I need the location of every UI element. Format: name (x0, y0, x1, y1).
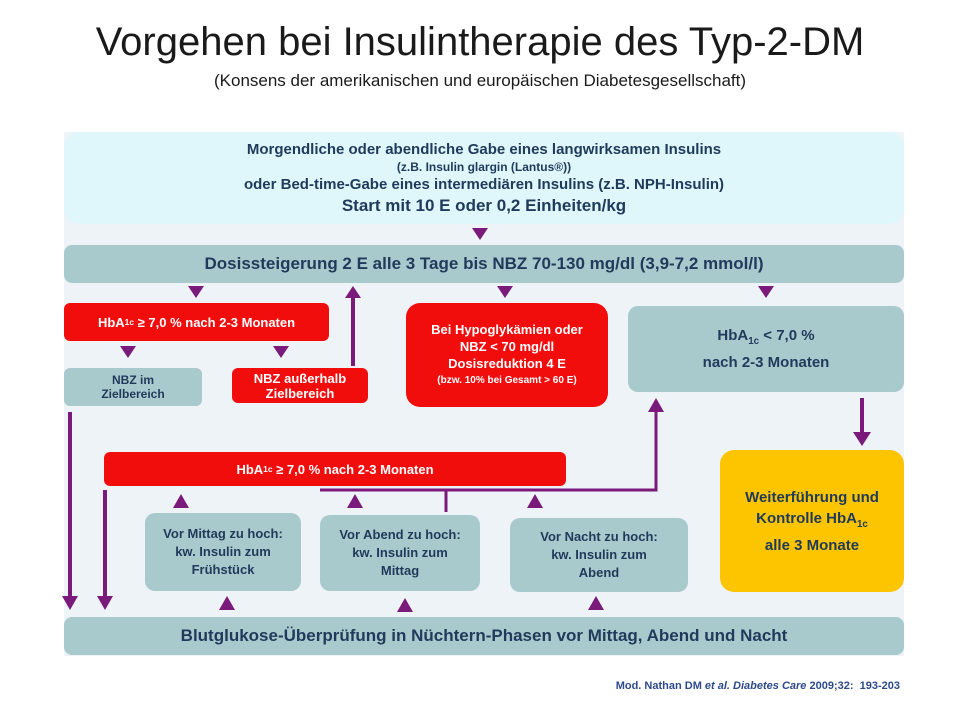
midday-line-3: Frühstück (191, 562, 255, 577)
hba1c-high-1-suffix: ≥ 7,0 % nach 2-3 Monaten (134, 314, 296, 330)
source-suffix: 2009;32: 193-203 (806, 680, 900, 692)
night-line-3: Abend (578, 565, 620, 580)
continue-line-3: alle 3 Monate (764, 536, 860, 554)
midday-line-1: Vor Mittag zu hoch: (163, 526, 283, 541)
source-journal: et al. Diabetes Care (704, 680, 807, 692)
arrow-left-long-2-head (97, 596, 113, 610)
evening-line-1: Vor Abend zu hoch: (339, 527, 461, 542)
arrow-low-to-continue-head (853, 432, 871, 446)
start-line-2: (z.B. Insulin glargin (Lantus®)) (396, 159, 572, 174)
start-line-3: oder Bed-time-Gabe eines intermediären Insulins (z.B. NPH-Insulin) (243, 175, 725, 193)
arrow-hba1c-high-to-out-range (273, 346, 289, 358)
arrow-midday-up (173, 494, 189, 508)
hba1c-high-2-sub: 1c (263, 464, 273, 474)
continue-line-2-sub: 1c (856, 518, 868, 530)
continue-line-2-prefix: Kontrolle HbA (756, 509, 857, 527)
hypo-line-4: (bzw. 10% bei Gesamt > 60 E) (437, 375, 577, 386)
start-line-4: Start mit 10 E oder 0,2 Einheiten/kg (341, 195, 627, 215)
hba1c-high-1-prefix: HbA (97, 314, 125, 330)
arrow-dose-to-hba1c-low (758, 286, 774, 298)
start-line-1: Morgendliche oder abendliche Gabe eines langwirksamen Insulins (246, 140, 722, 158)
arrow-evening-up (347, 494, 363, 508)
night-line-1: Vor Nacht zu hoch: (540, 529, 658, 544)
hba1c-low-line-2: nach 2-3 Monaten (702, 354, 830, 371)
page-title: Vorgehen bei Insulintherapie des Typ-2-DM (95, 20, 865, 64)
arrow-bottom-to-night (588, 596, 604, 610)
hba1c-low-prefix: HbA (717, 327, 749, 344)
hypo-line-3: Dosisreduktion 4 E (448, 356, 566, 371)
dose-increase-label: Dosissteigerung 2 E alle 3 Tage bis NBZ 70-130 mg/dl (3,9-7,2 mmol/l) (204, 254, 764, 273)
midday-line-2: kw. Insulin zum (175, 544, 271, 559)
glucose-check-label: Blutglukose-Überprüfung in Nüchtern-Phasen vor Mittag, Abend und Nacht (180, 626, 788, 645)
hba1c-high-2-suffix: ≥ 7,0 % nach 2-3 Monaten (272, 461, 434, 477)
arrow-dose-to-hba1c-high (188, 286, 204, 298)
arrow-left-long-1-head (62, 596, 78, 610)
source-prefix: Mod. Nathan DM (615, 680, 705, 692)
arrow-start-to-dose (472, 228, 488, 240)
hba1c-low-suffix: < 7,0 % (759, 327, 815, 344)
hba1c-high-2-prefix: HbA (236, 461, 264, 477)
hba1c-low-sub: 1c (748, 336, 760, 347)
hypo-line-1: Bei Hypoglykämien oder (431, 322, 583, 337)
evening-line-2: kw. Insulin zum (352, 545, 448, 560)
arrow-bottom-to-midday (219, 596, 235, 610)
arrow-hba1c-high-to-in-range (120, 346, 136, 358)
page-subtitle: (Konsens der amerikanischen und europäischen Diabetesgesellschaft) (213, 71, 747, 90)
nbz-in-line-2: Zielbereich (101, 387, 165, 401)
continue-line-1: Weiterführung und (745, 488, 879, 506)
evening-line-3: Mittag (380, 563, 420, 578)
arrow-dose-to-hypo (497, 286, 513, 298)
nbz-in-line-1: NBZ im (112, 373, 154, 387)
arrow-bottom-to-evening (397, 598, 413, 612)
arrow-out-range-to-dose-head (345, 286, 361, 298)
arrow-night-up (527, 494, 543, 508)
hypo-line-2: NBZ < 70 mg/dl (459, 339, 555, 354)
nbz-out-line-2: Zielbereich (265, 385, 335, 401)
nbz-out-line-1: NBZ außerhalb (253, 370, 347, 386)
night-line-2: kw. Insulin zum (551, 547, 647, 562)
hba1c-high-1-sub: 1c (124, 317, 135, 327)
arrow-to-hypo-head (648, 398, 664, 412)
connector-to-hypo (320, 412, 656, 490)
